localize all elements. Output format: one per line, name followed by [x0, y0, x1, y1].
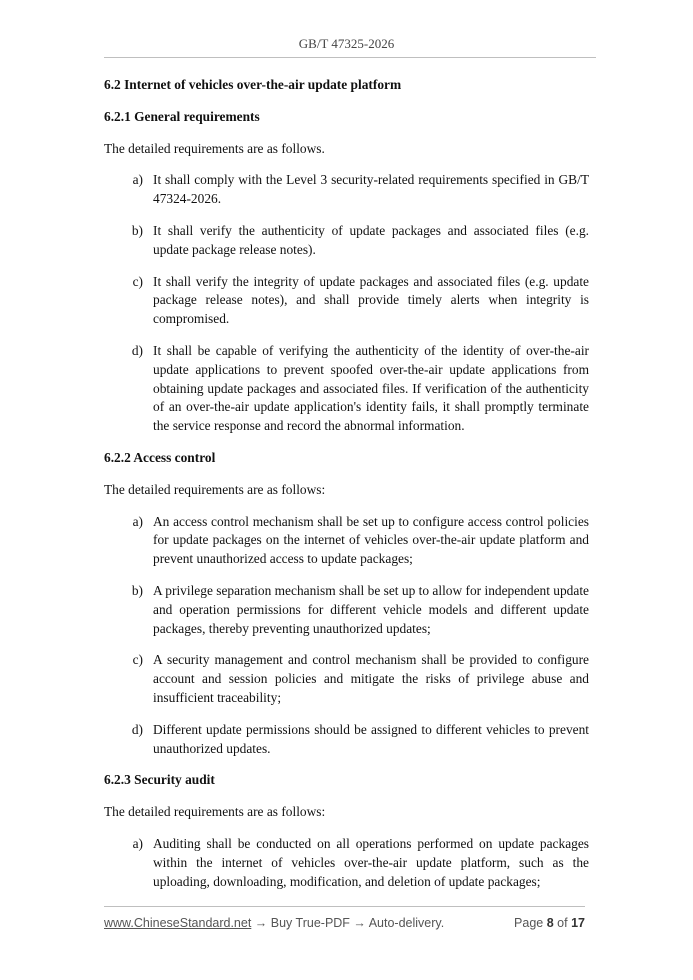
page-content [104, 74, 589, 891]
list-item [104, 721, 589, 759]
list-marker: a) [132, 513, 143, 529]
list-item-text: It shall verify the authenticity of update packages and associated files (e.g. update package release notes). [153, 222, 589, 257]
list-marker: a) [132, 835, 143, 851]
page-indicator [514, 916, 585, 930]
page-total: 17 [571, 916, 585, 930]
list-marker: d) [131, 342, 143, 358]
list-marker: d) [131, 721, 143, 737]
list-item-text: It shall verify the integrity of update packages and associated files (e.g. update package release notes), and shall provide timely alerts when integrity is compromised. [153, 273, 589, 327]
list-item [104, 222, 589, 260]
section-heading-6-2-3: 6.2.3 Security audit [104, 772, 215, 788]
list-item [104, 651, 589, 707]
list-item [104, 342, 589, 436]
header-divider [104, 57, 596, 58]
list-item [104, 171, 589, 209]
list-item [104, 273, 589, 329]
section-intro: The detailed requirements are as follows: [104, 804, 326, 820]
list-item [104, 513, 589, 569]
list-item-text: Auditing shall be conducted on all operations performed on update packages within the internet of vehicles over-the-air update platform, such as the uploading, downloading, modification, and deletion of update packages; [153, 835, 589, 889]
list-item [104, 582, 589, 638]
site-link[interactable]: www.ChineseStandard.net [104, 916, 252, 930]
list-item-text: It shall comply with the Level 3 security-related requirements specified in GB/T 47324-2026. [153, 172, 589, 207]
list-marker: b) [131, 582, 143, 598]
footer-promo [104, 916, 444, 930]
section-heading-6-2-2: 6.2.2 Access control [104, 449, 216, 465]
footer-tagline: → Buy True-PDF → Auto-delivery. [251, 916, 445, 930]
list-item-text: Different update permissions should be assigned to different vehicles to prevent unauthorized updates. [153, 721, 589, 756]
list-item-text: A security management and control mechanism shall be provided to configure account and session policies and mitigate the risks of privilege abuse and insufficient traceability; [153, 652, 589, 705]
section-heading-6-2-1: 6.2.1 General requirements [104, 108, 260, 124]
document-header: GB/T 47325-2026 [298, 36, 395, 51]
list-marker: a) [132, 172, 143, 188]
page-number: 8 [546, 916, 554, 930]
section-intro: The detailed requirements are as follows: [104, 481, 326, 497]
list-item-text: A privilege separation mechanism shall be set up to allow for independent update and operation permissions for different vehicle models and different update packages, thereby preventing unauthorized updates; [153, 582, 589, 636]
list-marker: b) [131, 222, 143, 238]
list-item-text: It shall be capable of verifying the authenticity of the identity of over-the-air update applications to prevent spoofed over-the-air update applications from obtaining update packages and associated files. If verification of the authenticity of an over-the-air update application's identity fails, it shall promptly terminate the service response and record the abnormal information. [153, 342, 589, 434]
section-heading-6-2: 6.2 Internet of vehicles over-the-air update platform [104, 77, 402, 92]
list-marker: c) [132, 273, 143, 289]
list-item-text: An access control mechanism shall be set up to configure access control policies for update packages on the internet of vehicles over-the-air update platform and prevent unauthorized access to update packages; [153, 513, 589, 567]
list-item [104, 835, 589, 891]
footer-divider [104, 906, 585, 907]
section-intro: The detailed requirements are as follows. [104, 140, 325, 156]
page-label: Page [514, 916, 544, 930]
list-marker: c) [132, 652, 143, 668]
page-footer [104, 916, 585, 930]
of-label: of [557, 916, 568, 930]
